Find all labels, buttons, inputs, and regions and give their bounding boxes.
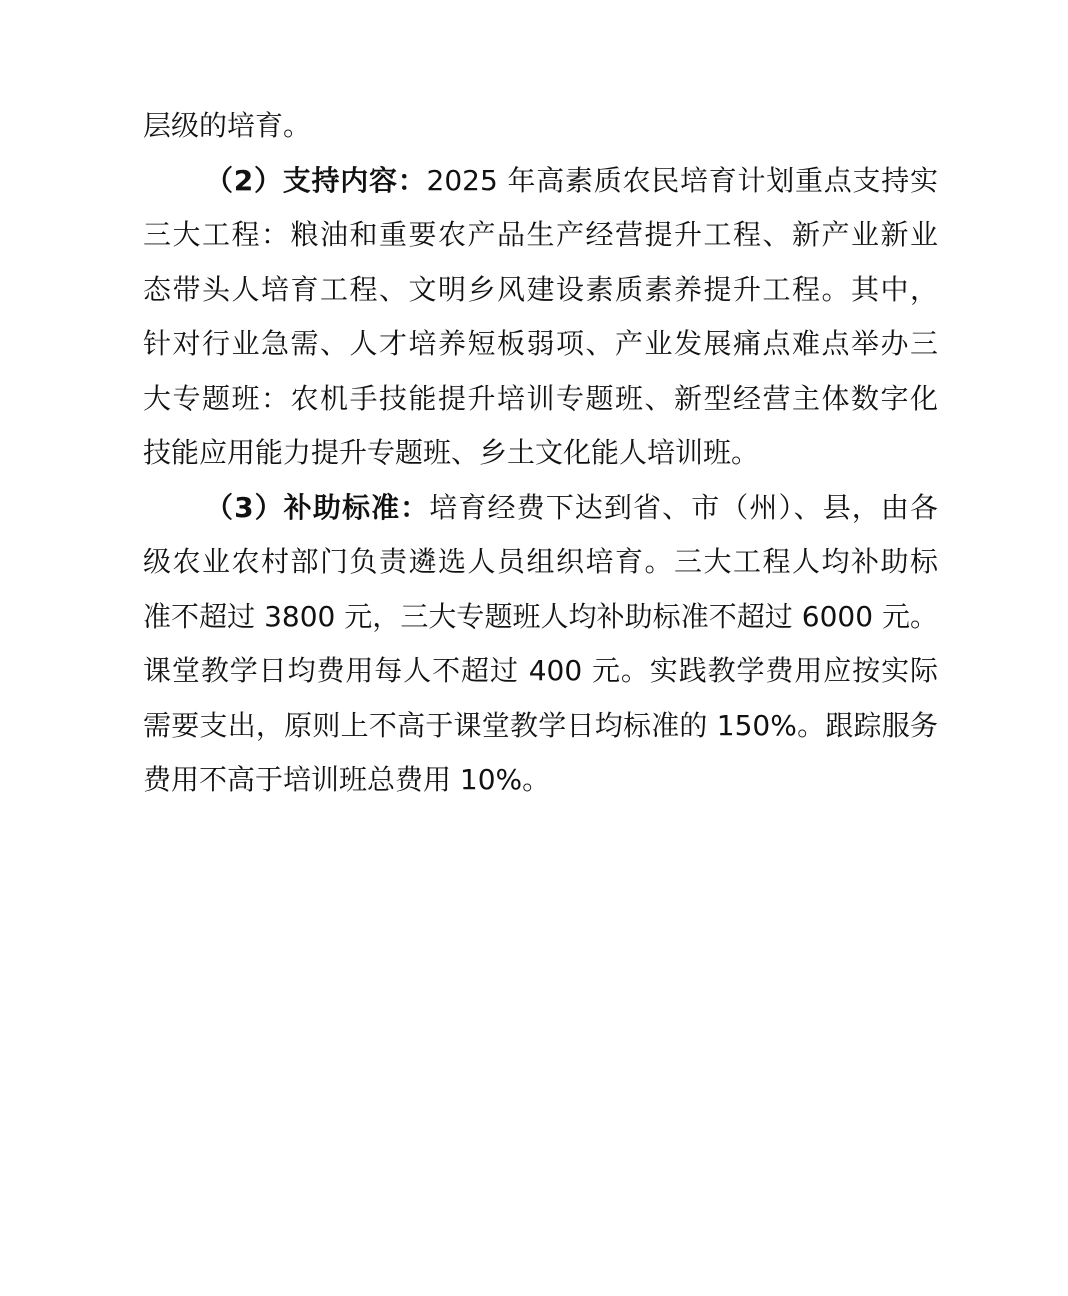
item-2-line: 针对行业急需、人才培养短板弱项、产业发展痛点难点举办三 — [143, 327, 938, 360]
item-2-line: 态带头人培育工程、文明乡风建设素质素养提升工程。其中， — [143, 272, 938, 306]
document-body — [143, 99, 938, 808]
item-3-first-line-text: 培育经费下达到省、市（州）、县，由各 — [429, 490, 938, 524]
item-3-line: 需要支出，原则上不高于课堂教学日均标准的 150%。跟踪服务 — [143, 708, 938, 742]
item-2-line: 大专题班：农机手技能提升培训专题班、新型经营主体数字化 — [143, 381, 938, 415]
item-3-last-line: 费用不高于培训班总费用 10%。 — [143, 763, 551, 796]
item-3-label: （3）补助标准： — [205, 490, 430, 524]
item-2-first-line-text: 2025 年高素质农民培育计划重点支持实 — [426, 163, 938, 197]
item-2-label: （2）支持内容： — [205, 163, 427, 197]
item-3-line: 准不超过 3800 元，三大专题班人均补助标准不超过 6000 元。 — [143, 599, 938, 633]
paragraph-continuation-line: 层级的培育。 — [143, 109, 312, 142]
item-3-line: 级农业农村部门负责遴选人员组织培育。三大工程人均补助标 — [143, 545, 938, 578]
item-2-last-line: 技能应用能力提升专题班、乡土文化能人培训班。 — [143, 436, 760, 469]
item-2-first-line — [143, 154, 938, 209]
item-3-first-line — [143, 481, 938, 536]
item-3-line: 课堂教学日均费用每人不超过 400 元。实践教学费用应按实际 — [143, 654, 938, 687]
item-2-line: 三大工程：粮油和重要农产品生产经营提升工程、新产业新业 — [143, 218, 938, 251]
